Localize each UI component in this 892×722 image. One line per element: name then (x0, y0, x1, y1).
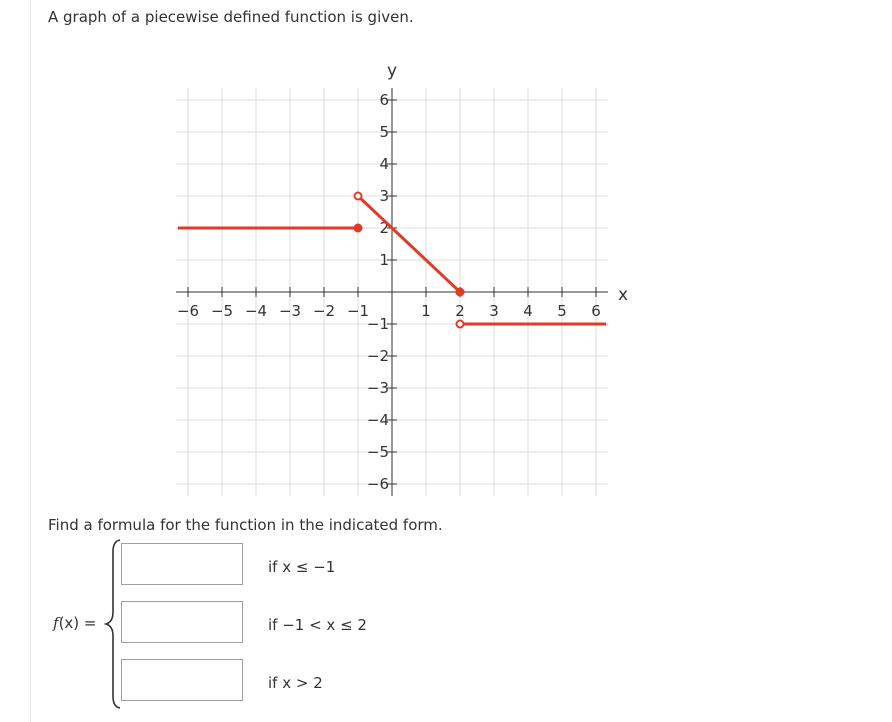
x-tick-label: 6 (591, 302, 601, 320)
closed-endpoint-piece-1 (354, 224, 362, 232)
y-tick-label: 5 (379, 123, 389, 141)
x-tick-label: −1 (346, 302, 370, 320)
y-tick-label: −2 (366, 347, 389, 365)
closed-endpoint-piece-2 (456, 288, 464, 296)
y-tick-label: −1 (366, 315, 389, 333)
x-tick-label: −2 (312, 302, 336, 320)
y-tick-label: −4 (366, 411, 389, 429)
x-tick-label: 5 (557, 302, 567, 320)
x-tick-label: −3 (278, 302, 302, 320)
x-axis-label: x (618, 285, 629, 305)
y-tick-label: 3 (379, 187, 389, 205)
curve-piece-2 (358, 196, 460, 292)
function-name: f (53, 614, 59, 632)
answer-input-piece-1[interactable] (121, 543, 243, 585)
condition-piece-2: if −1 < x ≤ 2 (268, 616, 367, 634)
y-tick-label: −6 (366, 475, 389, 493)
x-tick-label: −5 (210, 302, 234, 320)
problem-instruction: Find a formula for the function in the indicated form. (48, 516, 443, 534)
x-tick-label: 2 (455, 302, 465, 320)
y-axis-label: y (386, 61, 398, 81)
x-tick-label: −6 (176, 302, 200, 320)
y-tick-label: 2 (379, 219, 389, 237)
y-tick-label: 4 (379, 155, 389, 173)
y-tick-label: 6 (379, 91, 389, 109)
y-tick-label: 1 (379, 251, 389, 269)
condition-piece-3: if x > 2 (268, 674, 323, 692)
x-tick-label: 3 (489, 302, 499, 320)
open-endpoint-piece-2 (355, 193, 362, 200)
answer-input-piece-3[interactable] (121, 659, 243, 701)
x-tick-label: −4 (244, 302, 268, 320)
function-argument: (x) = (58, 614, 97, 632)
problem-intro: A graph of a piecewise defined function is given. (48, 8, 414, 26)
y-tick-label: −3 (366, 379, 389, 397)
open-endpoint-piece-3 (457, 321, 464, 328)
answer-input-piece-2[interactable] (121, 601, 243, 643)
condition-piece-1: if x ≤ −1 (268, 558, 336, 576)
y-tick-label: −5 (366, 443, 389, 461)
x-tick-label: 4 (523, 302, 533, 320)
function-label (53, 614, 96, 632)
x-tick-label: 1 (421, 302, 431, 320)
left-brace-icon (104, 538, 122, 710)
